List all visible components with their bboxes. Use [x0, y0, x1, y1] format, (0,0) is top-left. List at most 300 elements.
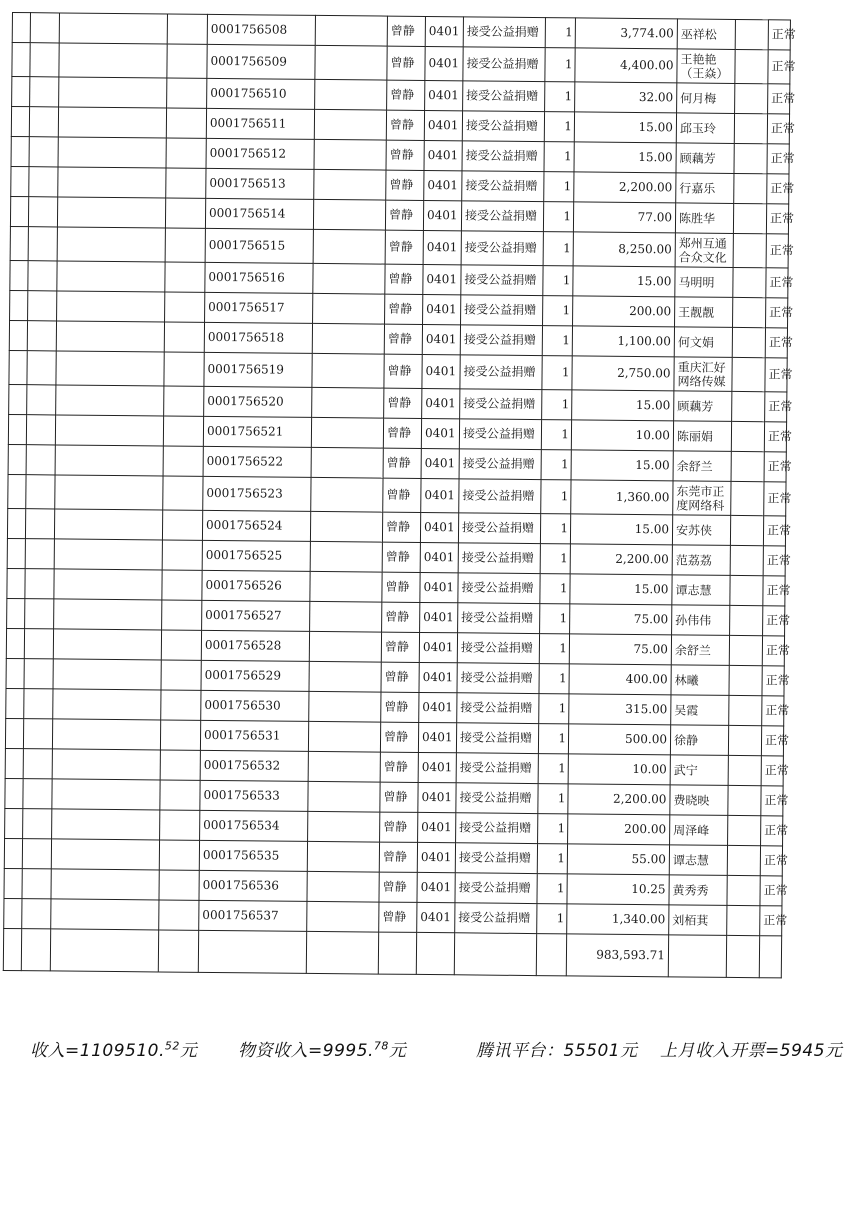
- payer-name-cell: 重庆汇好网络传媒: [674, 357, 732, 392]
- empty-cell: [306, 931, 378, 974]
- item-code-cell: 0401: [420, 512, 458, 542]
- empty-cell: [310, 511, 382, 542]
- amount-cell: 200.00: [568, 814, 670, 845]
- item-name-cell: 接受公益捐赠: [457, 663, 539, 694]
- empty-cell: [160, 720, 200, 750]
- status-cell: 正常: [763, 606, 785, 636]
- empty-cell: [308, 751, 380, 782]
- invoice-number-cell: 0001756514: [205, 198, 313, 229]
- status-cell: 正常: [767, 174, 789, 204]
- empty-cell: [55, 445, 163, 476]
- quantity-cell: 1: [545, 18, 575, 48]
- handler-cell: 曾静: [385, 200, 423, 230]
- empty-cell: [728, 755, 761, 785]
- payer-name-cell: 黄秀秀: [669, 875, 727, 906]
- empty-cell: [21, 929, 50, 971]
- empty-cell: [5, 808, 23, 838]
- empty-cell: [167, 44, 207, 78]
- empty-cell: [314, 139, 386, 170]
- quantity-cell: 1: [544, 172, 574, 202]
- empty-cell: [22, 899, 51, 929]
- empty-cell: [55, 475, 163, 510]
- goods-income-note: 物资收入=9995.78元: [238, 1039, 407, 1061]
- payer-name-cell: 何月梅: [677, 83, 735, 114]
- item-code-cell: 0401: [423, 200, 461, 230]
- amount-cell: 15.00: [574, 142, 676, 173]
- invoice-number-cell: 0001756519: [204, 352, 312, 387]
- empty-cell: [57, 261, 165, 292]
- last-month-invoice-note: 上月收入开票=5945元: [660, 1041, 843, 1061]
- handler-cell: 曾静: [380, 722, 418, 752]
- empty-cell: [733, 233, 766, 267]
- empty-cell: [52, 749, 160, 780]
- status-cell: 正常: [768, 50, 790, 84]
- invoice-number-cell: 0001756524: [202, 510, 310, 541]
- empty-cell: [159, 900, 199, 930]
- empty-cell: [311, 447, 383, 478]
- item-code-cell: 0401: [425, 46, 463, 80]
- handler-cell: 曾静: [382, 602, 420, 632]
- empty-cell: [729, 635, 762, 665]
- status-cell: 正常: [764, 482, 786, 516]
- empty-cell: [160, 780, 200, 810]
- quantity-cell: 1: [540, 574, 570, 604]
- item-code-cell: 0401: [420, 572, 458, 602]
- handler-cell: 曾静: [383, 478, 421, 512]
- quantity-cell: 1: [542, 390, 572, 420]
- empty-cell: [726, 935, 759, 977]
- empty-cell: [730, 545, 763, 575]
- item-name-cell: 接受公益捐赠: [462, 171, 544, 202]
- payer-name-cell: 陈丽娟: [673, 421, 731, 452]
- payer-name-cell: 余舒兰: [671, 635, 729, 666]
- empty-cell: [8, 444, 26, 474]
- status-cell: 正常: [765, 392, 787, 422]
- item-code-cell: 0401: [417, 842, 455, 872]
- empty-cell: [731, 451, 764, 481]
- empty-cell: [730, 575, 763, 605]
- invoice-number-cell: 0001756513: [206, 168, 314, 199]
- empty-cell: [308, 781, 380, 812]
- invoice-number-cell: 0001756508: [207, 14, 315, 45]
- empty-cell: [313, 263, 385, 294]
- status-cell: 正常: [765, 328, 787, 358]
- payer-name-cell: 安苏侠: [672, 515, 730, 546]
- invoice-number-cell: 0001756517: [205, 292, 313, 323]
- empty-cell: [308, 811, 380, 842]
- empty-cell: [30, 77, 59, 107]
- empty-cell: [728, 785, 761, 815]
- payer-name-cell: 顾藕芳: [676, 143, 734, 174]
- status-cell: 正常: [767, 144, 789, 174]
- item-name-cell: 接受公益捐赠: [458, 573, 540, 604]
- empty-cell: [166, 168, 206, 198]
- status-cell: 正常: [760, 846, 782, 876]
- empty-cell: [733, 203, 766, 233]
- payer-name-cell: 东莞市正度网络科: [673, 481, 731, 516]
- empty-cell: [23, 809, 52, 839]
- empty-cell: [52, 809, 160, 840]
- item-name-cell: 接受公益捐赠: [459, 479, 541, 514]
- empty-cell: [378, 932, 416, 974]
- payer-name-cell: 武宁: [670, 755, 728, 786]
- empty-cell: [25, 539, 54, 569]
- item-name-cell: 接受公益捐赠: [456, 783, 538, 814]
- empty-cell: [10, 226, 28, 260]
- handler-cell: 曾静: [382, 512, 420, 542]
- empty-cell: [734, 143, 767, 173]
- invoice-number-cell: 0001756509: [207, 44, 315, 79]
- empty-cell: [10, 290, 28, 320]
- empty-cell: [12, 77, 30, 107]
- quantity-cell: 1: [544, 142, 574, 172]
- invoice-number-cell: 0001756518: [204, 322, 312, 353]
- status-cell: 正常: [760, 876, 782, 906]
- handler-cell: 曾静: [381, 692, 419, 722]
- quantity-cell: 1: [544, 112, 574, 142]
- item-name-cell: 接受公益捐赠: [461, 231, 543, 266]
- empty-cell: [163, 446, 203, 476]
- amount-cell: 500.00: [568, 724, 670, 755]
- quantity-cell: 1: [539, 664, 569, 694]
- handler-cell: 曾静: [379, 842, 417, 872]
- item-name-cell: 接受公益捐赠: [460, 389, 542, 420]
- handler-cell: 曾静: [385, 264, 423, 294]
- empty-cell: [56, 385, 164, 416]
- status-cell: 正常: [763, 576, 785, 606]
- empty-cell: [9, 320, 27, 350]
- payer-name-cell: 孙伟伟: [672, 605, 730, 636]
- item-code-cell: 0401: [421, 478, 459, 512]
- empty-cell: [315, 79, 387, 110]
- empty-cell: [30, 13, 59, 43]
- amount-cell: 8,250.00: [573, 232, 675, 267]
- amount-cell: 400.00: [569, 664, 671, 695]
- invoice-number-cell: 0001756533: [200, 780, 308, 811]
- item-code-cell: 0401: [423, 294, 461, 324]
- payer-name-cell: 费晓映: [670, 785, 728, 816]
- empty-cell: [11, 166, 29, 196]
- empty-cell: [734, 113, 767, 143]
- empty-cell: [164, 386, 204, 416]
- empty-cell: [9, 350, 27, 384]
- amount-cell: 1,360.00: [571, 480, 673, 515]
- empty-cell: [56, 321, 164, 352]
- item-code-cell: 0401: [423, 230, 461, 264]
- empty-cell: [159, 870, 199, 900]
- empty-cell: [167, 14, 207, 44]
- status-cell: 正常: [766, 234, 788, 268]
- empty-cell: [51, 839, 159, 870]
- empty-cell: [25, 599, 54, 629]
- payer-name-cell: 刘栢萁: [669, 905, 727, 936]
- empty-cell: [731, 421, 764, 451]
- empty-cell: [309, 691, 381, 722]
- empty-cell: [732, 391, 765, 421]
- item-code-cell: 0401: [420, 542, 458, 572]
- empty-cell: [315, 45, 387, 80]
- empty-cell: [50, 929, 158, 972]
- invoice-number-cell: 0001756535: [199, 840, 307, 871]
- empty-cell: [10, 260, 28, 290]
- empty-cell: [26, 445, 55, 475]
- payer-name-cell: 王艳艳（王焱）: [677, 49, 735, 84]
- empty-cell: [314, 169, 386, 200]
- quantity-cell: 1: [539, 694, 569, 724]
- quantity-cell: 1: [542, 326, 572, 356]
- empty-cell: [161, 630, 201, 660]
- empty-cell: [53, 629, 161, 660]
- empty-cell: [55, 415, 163, 446]
- empty-cell: [727, 905, 760, 935]
- empty-cell: [27, 321, 56, 351]
- empty-cell: [30, 43, 59, 77]
- payer-name-cell: 何文娟: [674, 327, 732, 358]
- empty-cell: [729, 665, 762, 695]
- empty-cell: [735, 49, 768, 83]
- empty-cell: [57, 291, 165, 322]
- empty-cell: [59, 13, 167, 44]
- item-name-cell: 接受公益捐赠: [461, 295, 543, 326]
- empty-cell: [5, 718, 23, 748]
- empty-cell: [312, 387, 384, 418]
- status-cell: 正常: [762, 636, 784, 666]
- empty-cell: [309, 631, 381, 662]
- empty-cell: [728, 725, 761, 755]
- payer-name-cell: 马明明: [675, 267, 733, 298]
- amount-cell: 15.00: [570, 574, 672, 605]
- handler-cell: 曾静: [386, 170, 424, 200]
- quantity-cell: 1: [540, 514, 570, 544]
- item-code-cell: 0401: [419, 662, 457, 692]
- status-cell: 正常: [767, 114, 789, 144]
- empty-cell: [24, 689, 53, 719]
- payer-name-cell: 谭志慧: [672, 575, 730, 606]
- status-cell: 正常: [761, 756, 783, 786]
- empty-cell: [727, 845, 760, 875]
- item-name-cell: 接受公益捐赠: [456, 723, 538, 754]
- item-name-cell: 接受公益捐赠: [463, 17, 545, 48]
- status-cell: 正常: [761, 816, 783, 846]
- empty-cell: [310, 601, 382, 632]
- status-cell: 正常: [764, 452, 786, 482]
- invoice-number-cell: 0001756531: [200, 720, 308, 751]
- quantity-cell: 1: [545, 82, 575, 112]
- empty-cell: [732, 327, 765, 357]
- handler-cell: 曾静: [380, 752, 418, 782]
- amount-cell: 10.00: [568, 754, 670, 785]
- empty-cell: [727, 875, 760, 905]
- invoice-number-cell: 0001756521: [203, 416, 311, 447]
- amount-cell: 77.00: [573, 202, 675, 233]
- status-cell: 正常: [761, 786, 783, 816]
- empty-cell: [314, 109, 386, 140]
- empty-cell: [729, 695, 762, 725]
- empty-cell: [730, 515, 763, 545]
- item-name-cell: 接受公益捐赠: [460, 355, 542, 390]
- empty-cell: [7, 538, 25, 568]
- amount-cell: 75.00: [569, 634, 671, 665]
- quantity-cell: 1: [538, 784, 568, 814]
- empty-cell: [28, 291, 57, 321]
- payer-name-cell: 邱玉玲: [676, 113, 734, 144]
- handler-cell: 曾静: [383, 418, 421, 448]
- empty-cell: [160, 750, 200, 780]
- empty-cell: [730, 605, 763, 635]
- empty-cell: [58, 167, 166, 198]
- item-name-cell: 接受公益捐赠: [462, 111, 544, 142]
- item-code-cell: 0401: [422, 324, 460, 354]
- item-code-cell: 0401: [419, 692, 457, 722]
- amount-cell: 75.00: [570, 604, 672, 635]
- empty-cell: [26, 415, 55, 445]
- empty-cell: [54, 599, 162, 630]
- handler-cell: 曾静: [379, 872, 417, 902]
- donation-ledger-table: [3, 12, 796, 978]
- empty-cell: [167, 78, 207, 108]
- empty-cell: [54, 539, 162, 570]
- payer-name-cell: 巫祥松: [677, 19, 735, 50]
- item-name-cell: 接受公益捐赠: [458, 513, 540, 544]
- empty-cell: [310, 571, 382, 602]
- empty-cell: [733, 297, 766, 327]
- empty-cell: [161, 690, 201, 720]
- item-code-cell: 0401: [425, 16, 463, 46]
- empty-cell: [23, 779, 52, 809]
- amount-cell: 10.25: [567, 874, 669, 905]
- empty-cell: [307, 871, 379, 902]
- item-code-cell: 0401: [417, 902, 455, 932]
- empty-cell: [28, 261, 57, 291]
- empty-cell: [52, 779, 160, 810]
- item-code-cell: 0401: [422, 354, 460, 388]
- empty-cell: [734, 173, 767, 203]
- empty-cell: [53, 659, 161, 690]
- item-code-cell: 0401: [421, 448, 459, 478]
- total-row: [3, 928, 781, 977]
- amount-cell: 2,200.00: [574, 172, 676, 203]
- empty-cell: [731, 481, 764, 515]
- empty-cell: [166, 138, 206, 168]
- quantity-cell: 1: [541, 450, 571, 480]
- empty-cell: [307, 841, 379, 872]
- amount-cell: 15.00: [571, 450, 673, 481]
- quantity-cell: 1: [543, 232, 573, 266]
- status-cell: 正常: [766, 204, 788, 234]
- empty-cell: [59, 77, 167, 108]
- empty-cell: [165, 292, 205, 322]
- empty-cell: [9, 384, 27, 414]
- empty-cell: [22, 869, 51, 899]
- empty-cell: [309, 661, 381, 692]
- empty-cell: [58, 137, 166, 168]
- empty-cell: [735, 19, 768, 49]
- payer-name-cell: 王靓靓: [675, 297, 733, 328]
- empty-cell: [58, 107, 166, 138]
- amount-cell: 1,100.00: [572, 326, 674, 357]
- item-code-cell: 0401: [425, 80, 463, 110]
- status-cell: 正常: [761, 726, 783, 756]
- quantity-cell: 1: [543, 266, 573, 296]
- invoice-number-cell: 0001756511: [206, 108, 314, 139]
- quantity-cell: 1: [537, 904, 567, 934]
- quantity-cell: 1: [538, 814, 568, 844]
- invoice-number-cell: 0001756510: [207, 78, 315, 109]
- empty-cell: [313, 293, 385, 324]
- handler-cell: 曾静: [386, 140, 424, 170]
- status-cell: 正常: [760, 906, 782, 936]
- empty-cell: [8, 474, 26, 508]
- item-code-cell: 0401: [418, 782, 456, 812]
- empty-cell: [25, 569, 54, 599]
- empty-cell: [315, 15, 387, 46]
- empty-cell: [311, 477, 383, 512]
- amount-cell: 15.00: [570, 514, 672, 545]
- item-name-cell: 接受公益捐赠: [463, 47, 545, 82]
- empty-cell: [8, 414, 26, 444]
- empty-cell: [27, 385, 56, 415]
- invoice-number-cell: 0001756525: [202, 540, 310, 571]
- item-name-cell: 接受公益捐赠: [460, 325, 542, 356]
- item-name-cell: 接受公益捐赠: [458, 543, 540, 574]
- empty-cell: [7, 508, 25, 538]
- handler-cell: 曾静: [381, 632, 419, 662]
- empty-cell: [28, 197, 57, 227]
- empty-cell: [6, 658, 24, 688]
- quantity-cell: 1: [539, 634, 569, 664]
- empty-cell: [57, 197, 165, 228]
- empty-cell: [23, 719, 52, 749]
- handler-cell: 曾静: [384, 354, 422, 388]
- empty-cell: [54, 569, 162, 600]
- item-code-cell: 0401: [417, 872, 455, 902]
- handler-cell: 曾静: [385, 230, 423, 264]
- empty-cell: [54, 509, 162, 540]
- amount-cell: 32.00: [575, 82, 677, 113]
- empty-cell: [163, 476, 203, 510]
- item-name-cell: 接受公益捐赠: [455, 903, 537, 934]
- handler-cell: 曾静: [387, 80, 425, 110]
- empty-cell: [166, 108, 206, 138]
- total-amount-cell: 983,593.71: [566, 934, 668, 977]
- empty-cell: [7, 568, 25, 598]
- quantity-cell: 1: [538, 754, 568, 784]
- item-name-cell: 接受公益捐赠: [456, 813, 538, 844]
- amount-cell: 55.00: [567, 844, 669, 875]
- handler-cell: 曾静: [387, 46, 425, 80]
- empty-cell: [3, 928, 21, 970]
- empty-cell: [5, 778, 23, 808]
- empty-cell: [165, 262, 205, 292]
- empty-cell: [310, 541, 382, 572]
- invoice-number-cell: 0001756537: [199, 900, 307, 931]
- empty-cell: [29, 167, 58, 197]
- quantity-cell: 1: [543, 296, 573, 326]
- empty-cell: [6, 688, 24, 718]
- item-name-cell: 接受公益捐赠: [461, 265, 543, 296]
- payer-name-cell: 徐静: [670, 725, 728, 756]
- quantity-cell: 1: [545, 48, 575, 82]
- amount-cell: 200.00: [573, 296, 675, 327]
- status-cell: 正常: [766, 268, 788, 298]
- empty-cell: [164, 322, 204, 352]
- empty-cell: [313, 229, 385, 264]
- empty-cell: [25, 509, 54, 539]
- item-name-cell: 接受公益捐赠: [457, 633, 539, 664]
- empty-cell: [24, 659, 53, 689]
- quantity-cell: 1: [540, 544, 570, 574]
- quantity-cell: 1: [541, 420, 571, 450]
